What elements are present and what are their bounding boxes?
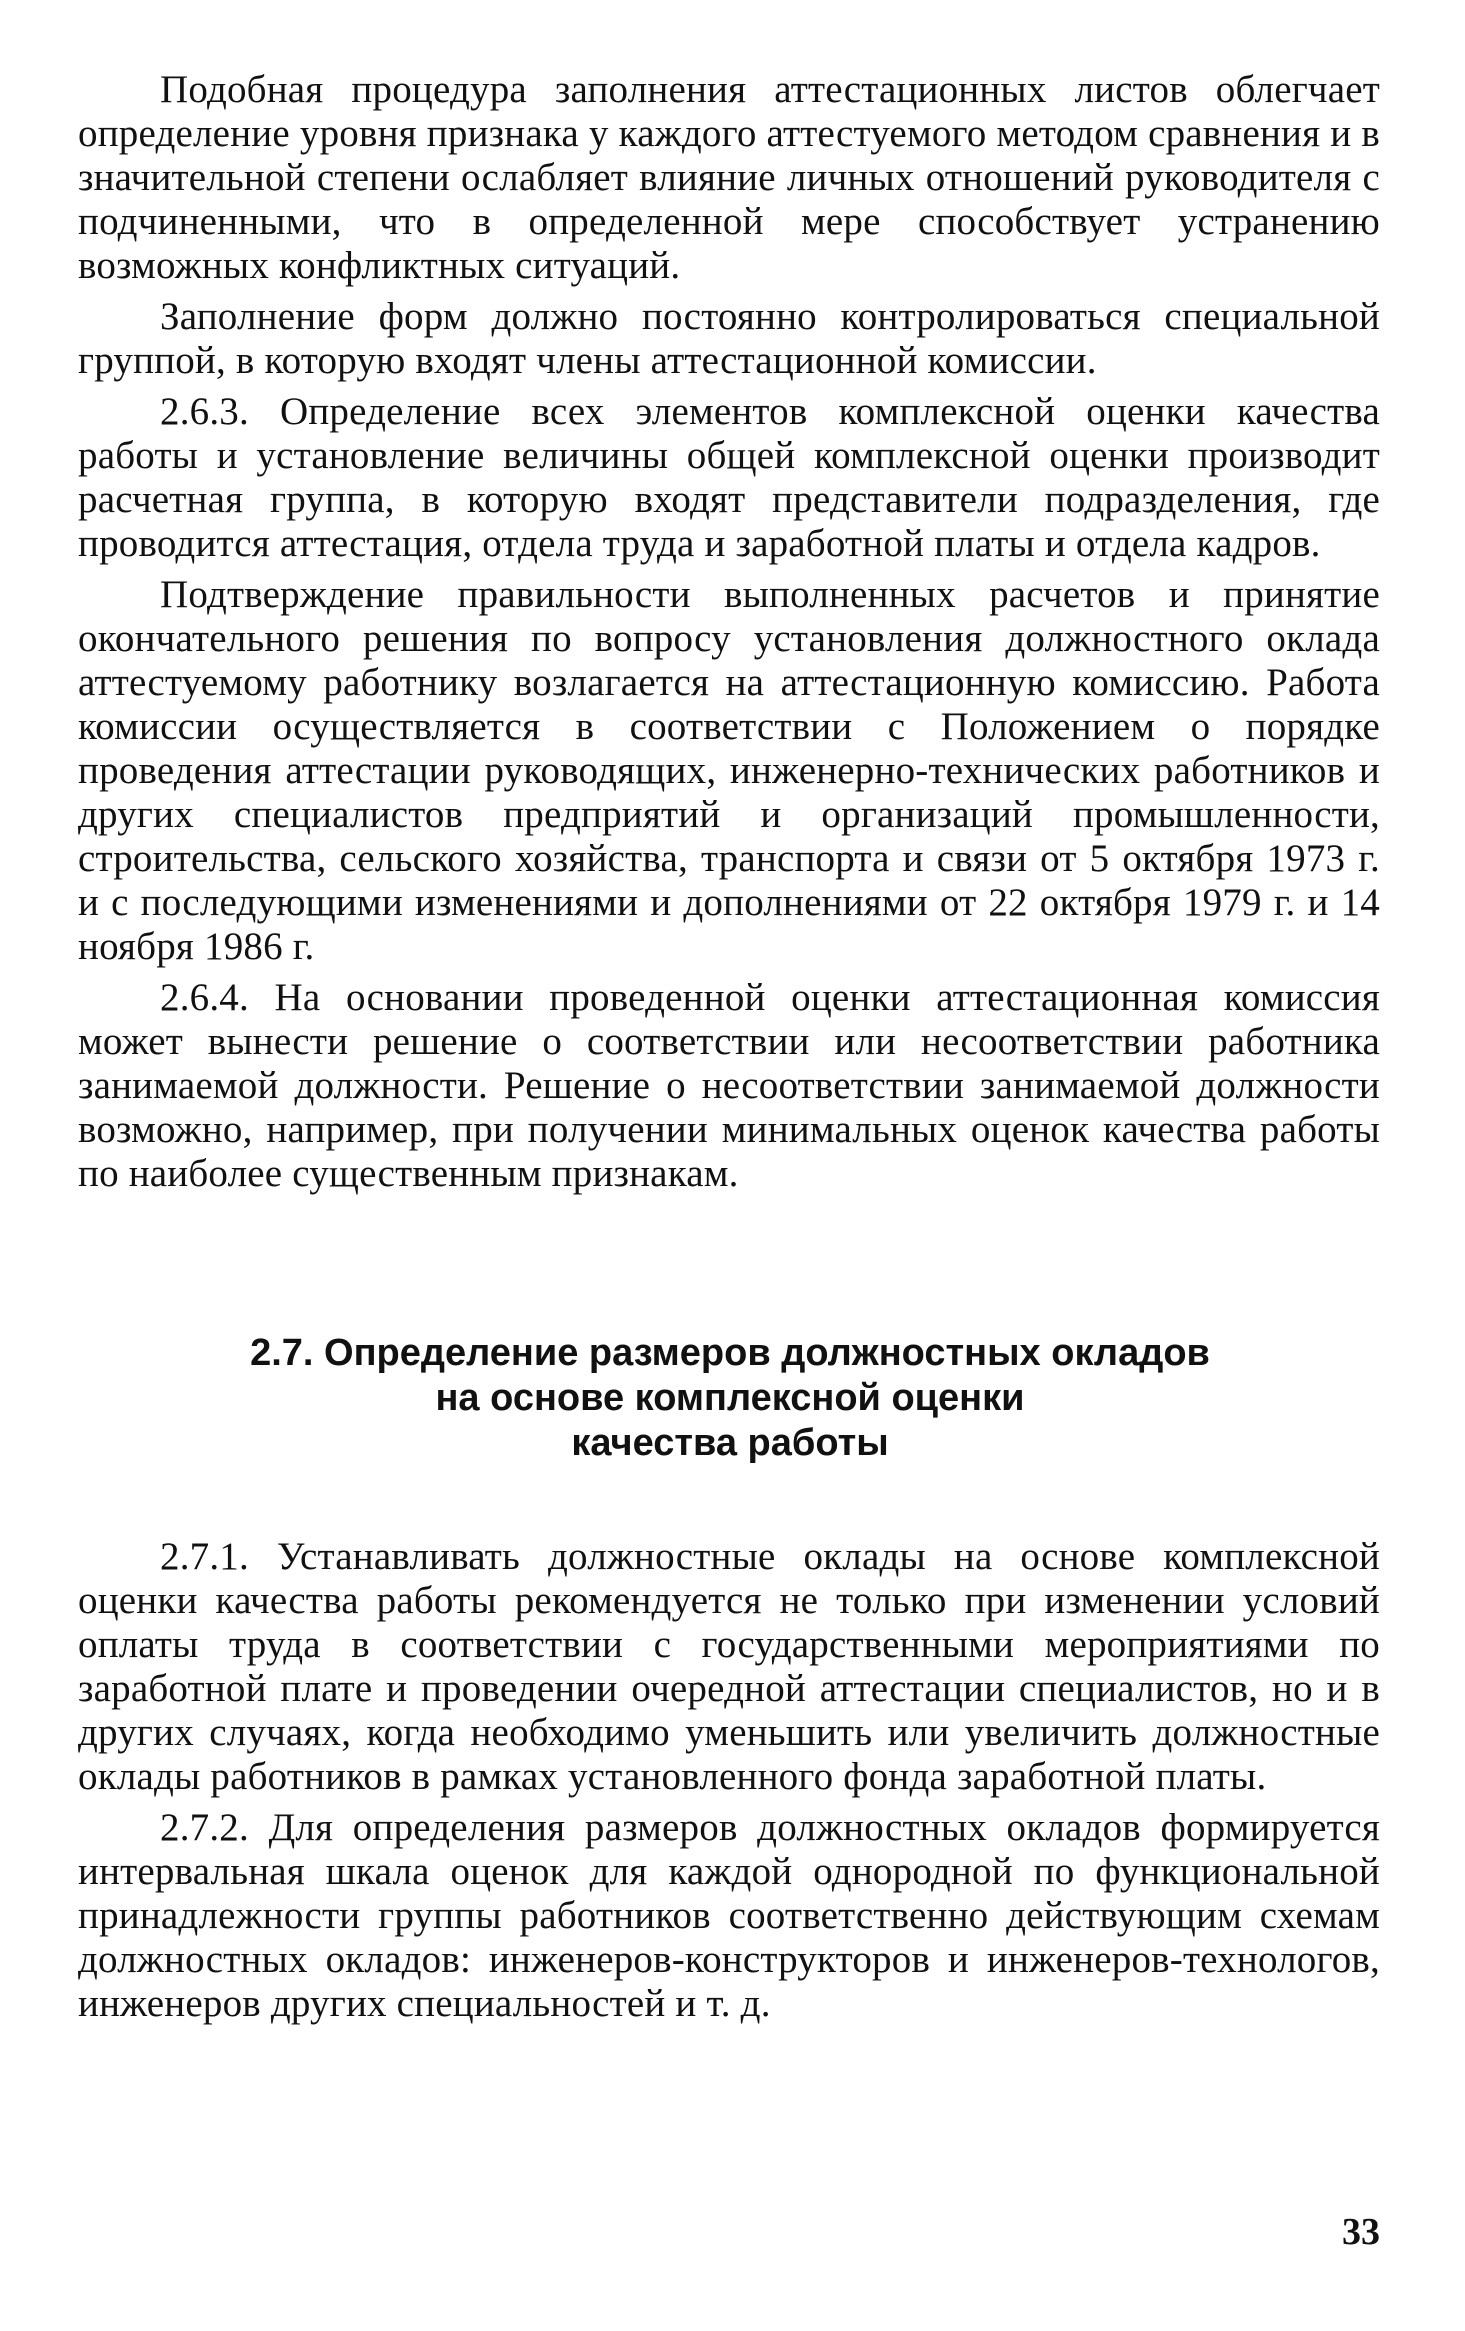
heading-line-2: на основе комплексной оценки (435, 1377, 1025, 1419)
paragraph-2-6-3: 2.6.3. Определение всех элементов комплексной оценки качества работы и установление величины общей комплексной оценки производит расчетная группа, в которую входят представители подразделения, где проводится аттестация, отдела труда и заработной платы и отдела кадров. (78, 390, 1380, 565)
heading-line-3: качества работы (571, 1422, 889, 1464)
bottom-text-section (78, 1535, 1380, 2026)
paragraph-2-7-2: 2.7.2. Для определения размеров должностных окладов формируется интервальная шкала оценок для каждой однородной по функциональной принадлежности группы работников соответственно действующим схемам должностных окладов: инженеров-конструкторов и инженеров-технологов, инженеров других специальностей и т. д. (78, 1806, 1380, 2025)
page-number: 33 (1342, 2211, 1380, 2253)
paragraph-2-6-4: 2.6.4. На основании проведенной оценки аттестационная комиссия может вынести решение о соответствии или несоответствии работника занимаемой должности. Решение о несоответствии занимаемой должности возможно, например, при получении минимальных оценок качества работы по наиболее существенным признакам. (78, 976, 1380, 1195)
paragraph-2-7-1: 2.7.1. Устанавливать должностные оклады на основе комплексной оценки качества работы рекомендуется не только при изменении условий оплаты труда в соответствии с государственными мероприятиями по заработной плате и проведении очередной аттестации специалистов, но и в других случаях, когда необходимо уменьшить или увеличить должностные оклады работников в рамках установленного фонда заработной платы. (78, 1535, 1380, 1798)
heading-line-1: 2.7. Определение размеров должностных окладов (250, 1332, 1210, 1374)
paragraph-form-control: Заполнение форм должно постоянно контролироваться специальной группой, в которую входят члены аттестационной комиссии. (78, 295, 1380, 382)
top-text-section (78, 68, 1380, 1196)
section-heading-2-7 (180, 1331, 1280, 1466)
paragraph-procedure: Подобная процедура заполнения аттестационных листов облегчает определение уровня признака у каждого аттестуемого методом сравнения и в значительной степени ослабляет влияние личных отношений руководителя с подчиненными, что в определенной мере способствует устранению возможных конфликтных ситуаций. (78, 68, 1380, 287)
paragraph-confirmation: Подтверждение правильности выполненных расчетов и принятие окончательного решения по вопросу установления должностного оклада аттестуемому работнику возлагается на аттестационную комиссию. Работа комиссии осуществляется в соответствии с Положением о порядке проведения аттестации руководящих, инженерно-технических работников и других специалистов предприятий и организаций промышленности, строительства, сельского хозяйства, транспорта и связи от 5 октября 1973 г. и с последующими изменениями и дополнениями от 22 октября 1979 г. и 14 ноября 1986 г. (78, 573, 1380, 968)
